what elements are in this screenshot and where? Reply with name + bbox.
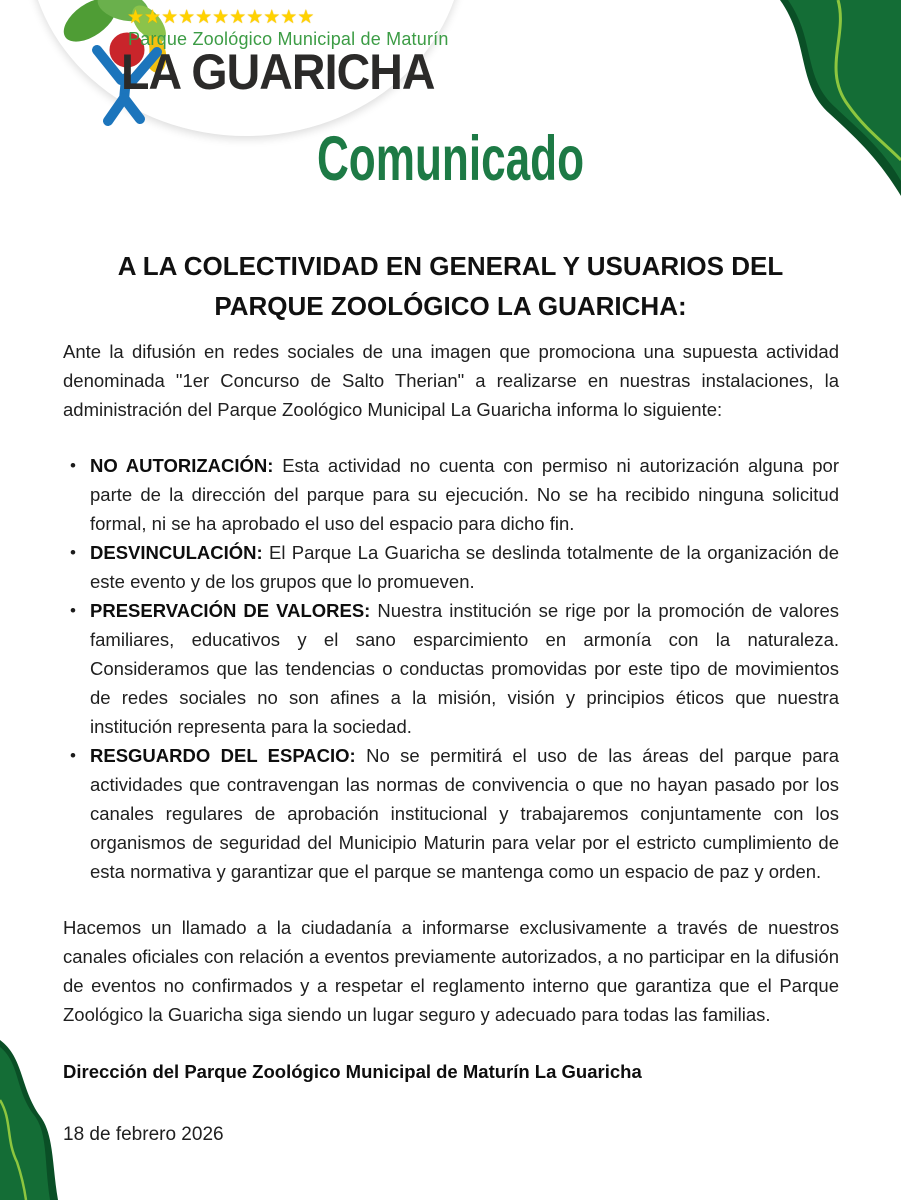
document-heading: A LA COLECTIVIDAD EN GENERAL Y USUARIOS DEL PARQUE ZOOLÓGICO LA GUARICHA: [117, 251, 784, 321]
bullet-item-preservacion-de-valores [63, 596, 839, 741]
document-heading-wrap [0, 246, 901, 326]
bullet-term: PRESERVACIÓN DE VALORES: [90, 600, 371, 621]
bullet-text: Esta actividad no cuenta con permiso ni autorización alguna por parte de la dirección del parque para su ejecución. No se ha recibido ninguna solicitud formal, ni se ha aprobado el uso del espacio para dicho fin. [90, 455, 839, 534]
lime-accent-line-bottom [0, 1100, 26, 1200]
bullet-item-desvinculacion [63, 538, 839, 596]
document-body [63, 337, 839, 1149]
bullet-item-no-autorizacion [63, 451, 839, 538]
closing-paragraph: Hacemos un llamado a la ciudadanía a informarse exclusivamente a través de nuestros canales oficiales con relación a eventos previamente autorizados, a no participar en la difusión de eventos no confirmados y a respetar el reglamento interno que garantiza que el Parque Zoológico la Guaricha siga siendo un lugar seguro y adecuado para todas las familias. [63, 917, 839, 1025]
lime-accent-line-top [836, 0, 901, 160]
bullet-term: RESGUARDO DEL ESPACIO: [90, 745, 356, 766]
bullet-list [63, 451, 839, 886]
logo-title: LA GUARICHA [121, 44, 435, 100]
bullet-text: El Parque La Guaricha se deslinda totalmente de la organización de este evento y de los grupos que lo promueven. [90, 542, 840, 592]
document-date: 18 de febrero 2026 [63, 1124, 224, 1145]
intro-paragraph: Ante la difusión en redes sociales de una imagen que promociona una supuesta actividad denominada "1er Concurso de Salto Therian" a realizarse en nuestras instalaciones, la administración del Parque Zoológico Municipal La Guaricha informa lo siguiente: [63, 341, 839, 420]
bullet-text: Nuestra institución se rige por la promoción de valores familiares, educativos y el sano esparcimiento en armonía con la naturaleza. Consideramos que las tendencias o conductas promovidas por este tipo de movimientos de redes sociales no son afines a la misión, visión y principios éticos que nuestra institución representa para la sociedad. [90, 600, 840, 737]
bullet-term: DESVINCULACIÓN: [90, 542, 263, 563]
corner-wave-bottom-left-decoration [0, 1040, 70, 1200]
logo-stars-row: ★★★★★★★★★★★ [127, 7, 315, 28]
park-logo [0, 0, 470, 140]
signature-line: Dirección del Parque Zoológico Municipal de Maturín La Guaricha [63, 1061, 642, 1082]
bullet-term: NO AUTORIZACIÓN: [90, 455, 274, 476]
document-title: Comunicado [316, 124, 585, 194]
bullet-text: No se permitirá el uso de las áreas del parque para actividades que contravengan las normas de convivencia o que no hayan pasado por los canales regulares de aprobación institucional y trabajaremos conjuntamente con los organismos de seguridad del Municipio Maturin para velar por el estricto cumplimiento de esta normativa y garantizar que el parque se mantenga como un espacio de paz y orden. [90, 745, 840, 882]
corner-wave-top-right-decoration [756, 0, 901, 235]
logo-subtitle: Parque Zoológico Municipal de Maturín [128, 29, 449, 49]
bullet-item-resguardo-del-espacio [63, 741, 839, 886]
